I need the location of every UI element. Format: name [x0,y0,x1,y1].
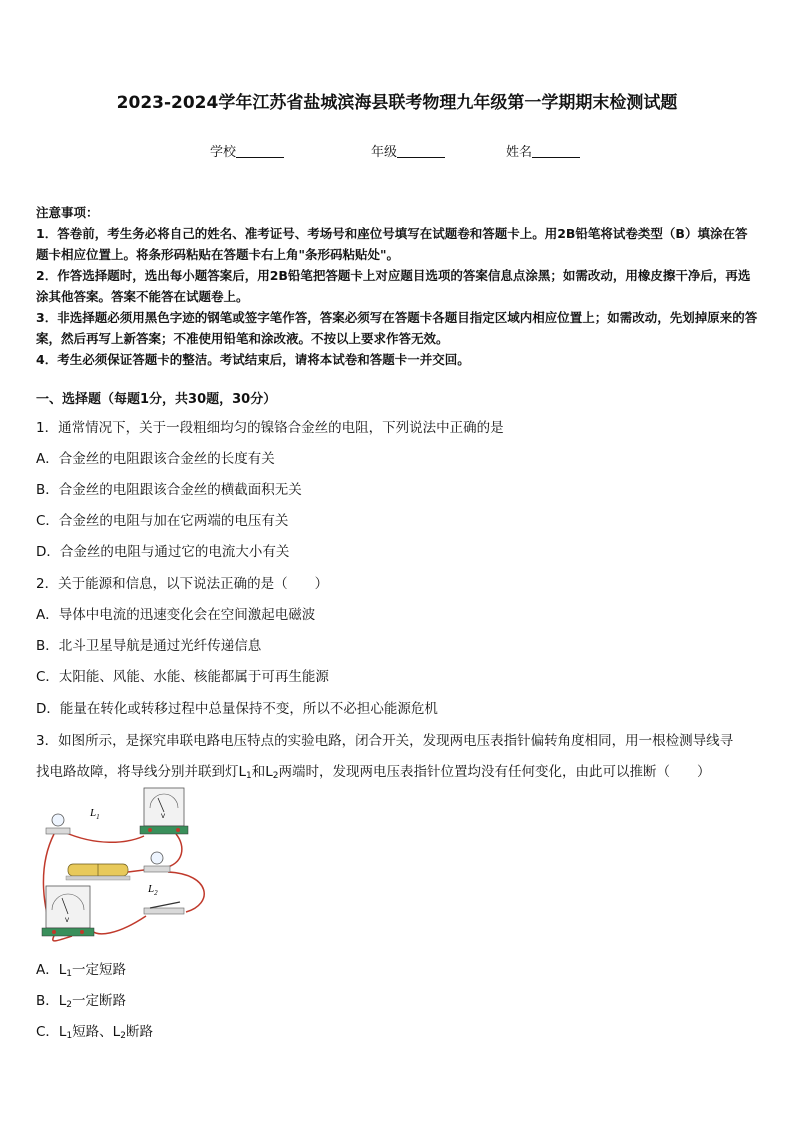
name-label: 姓名 [506,145,533,160]
switch-lever-icon [150,902,180,908]
q3-text-c: 两端时，发现两电压表指针位置均没有任何变化，由此可以推断（ ） [278,764,711,780]
lamp1-label: $L_1$ [90,807,100,821]
q1-option-c: C．合金丝的电阻与加在它两端的电压有关 [36,513,289,529]
q3-text-b: 和L [251,764,273,780]
wire-bottom [92,916,146,934]
name-blank [532,145,580,158]
voltmeter1-symbol: V [161,813,166,820]
switch-base [144,908,184,914]
lamp1-base [46,828,70,834]
q1-option-a: A．合金丝的电阻跟该合金丝的长度有关 [36,451,275,467]
q3-option-c-sub2: 2 [120,1031,126,1041]
q3-option-c-mid: 短路、L [72,1024,121,1040]
q2-option-d: D．能量在转化或转移过程中总量保持不变，所以不必担心能源危机 [36,701,438,717]
q3-option-c-rest: 断路 [125,1024,153,1040]
voltmeter1-base [140,826,188,834]
voltmeter2-base [42,928,94,936]
q3-sub-1: 1 [246,771,252,781]
voltmeter1-terminal-icon [148,828,152,832]
q1-option-b: B．合金丝的电阻跟该合金丝的横截面积无关 [36,482,302,498]
q3-option-b [36,989,126,1010]
q1-stem: 1．通常情况下，关于一段粗细均匀的镍铬合金丝的电阻，下列说法中正确的是 [36,420,504,436]
q3-option-c [36,1020,153,1041]
q2-option-c: C．太阳能、风能、水能、核能都属于可再生能源 [36,669,329,685]
wire-battery [128,870,144,872]
school-blank [236,145,284,158]
grade-field [371,141,445,160]
wire-bottom-left [53,936,72,941]
page-title: 2023-2024学年江苏省盐城滨海县联考物理九年级第一学期期末检测试题 [116,93,678,113]
notes-heading: 注意事项： [36,205,99,220]
note-item-3: 3．非选择题必须用黑色字迹的钢笔或签字笔作答，答案必须写在答题卡各题目指定区域内相应位置上；如需改动，先划掉原来的答案，然后再写上新答案；不准使用铅笔和涂改液。不按以上要求作答无效。 [36,310,758,346]
voltmeter2-terminal-icon [52,930,56,934]
q3-option-b-sub: 2 [66,1000,73,1010]
note-item-2: 2．作答选择题时，选出每小题答案后，用2B铅笔把答题卡上对应题目选项的答案信息点涂黑；如需改动，用橡皮擦干净后，再选涂其他答案。答案不能答在试题卷上。 [36,268,751,304]
voltmeter1-terminal-icon [176,828,180,832]
q3-option-b-text: B．L [36,993,67,1009]
section-heading: 一、选择题（每题1分，共30题，30分） [36,392,277,407]
lamp2-base [144,866,170,872]
q1-option-d: D．合金丝的电阻与通过它的电流大小有关 [36,544,290,560]
school-label: 学校 [210,145,237,160]
q3-option-a-rest: 一定短路 [72,962,126,978]
q3-option-a [36,958,126,979]
note-item-1: 1．答卷前，考生务必将自己的姓名、准考证号、考场号和座位号填写在试题卷和答题卡上。用2B铅笔将试卷类型（B）填涂在答题卡相应位置上。将条形码粘贴在答题卡右上角"条形码粘贴处"。 [36,226,748,262]
grade-blank [397,145,445,158]
wire-right [168,872,204,912]
lamp2-label: $L_2$ [148,883,158,897]
note-item-4: 4．考生必须保证答题卡的整洁。考试结束后，请将本试卷和答题卡一并交回。 [36,352,470,367]
battery-holder [66,876,130,880]
q3-option-b-rest: 一定断路 [72,993,127,1009]
q3-text-a: 找电路故障，将导线分别并联到灯L [36,764,247,780]
q3-sub-2: 2 [272,771,279,781]
voltmeter2-terminal-icon [80,930,84,934]
grade-label: 年级 [371,145,398,160]
voltmeter2-symbol: V [65,917,70,924]
q3-option-a-text: A．L [36,962,67,978]
school-field [210,141,284,160]
q2-stem: 2．关于能源和信息，以下说法正确的是（ ） [36,576,329,592]
q3-stem-line2 [36,760,711,781]
notes-block [36,202,758,370]
wire-top [64,832,144,842]
lamp2-bulb-icon [151,852,163,864]
q3-option-c-sub: 1 [66,1031,73,1041]
q2-option-a: A．导体中电流的迅速变化会在空间激起电磁波 [36,607,316,623]
lamp1-bulb-icon [52,814,64,826]
circuit-figure [36,786,216,946]
q3-option-c-text: C．L [36,1024,67,1040]
q3-option-a-sub: 1 [66,969,72,979]
q2-option-b: B．北斗卫星导航是通过光纤传递信息 [36,638,262,654]
name-field [506,141,580,160]
wire-meter1 [164,834,182,868]
q3-stem-line1: 3．如图所示，是探究串联电路电压特点的实验电路，闭合开关，发现两电压表指针偏转角度相同，用一根检测导线寻 [36,733,734,749]
